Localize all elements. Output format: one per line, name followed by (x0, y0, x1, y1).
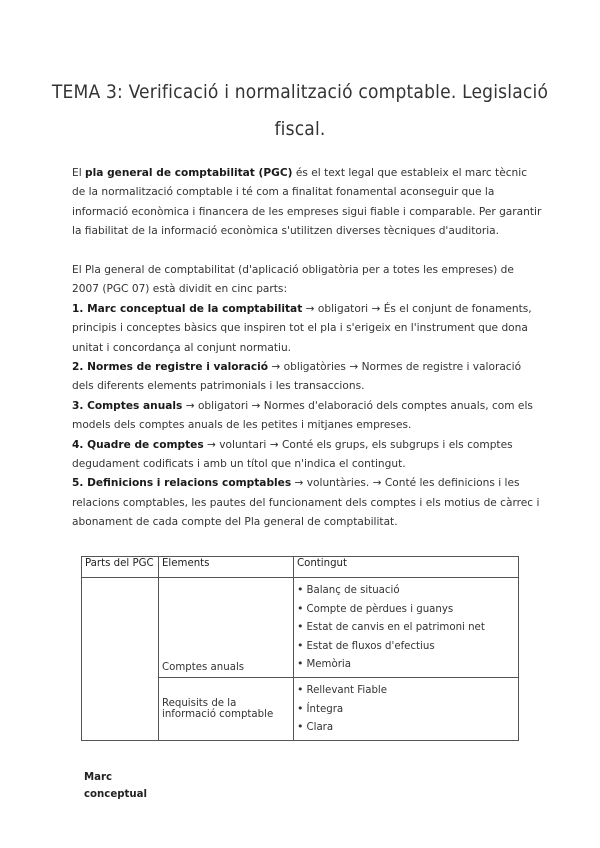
pla-item-5 (72, 474, 542, 532)
pla-item-title: 3. Comptes anuals (72, 399, 183, 412)
pla-section (72, 261, 542, 533)
pla-item-text: → obligatori → És el conjunt de fonaments, principis i conceptes bàsics que inspiren tot el pla i s'erigeix en l'instrument que dona unitat i concordança al conjunt normatiu. (72, 302, 532, 354)
intro-post: és el text legal que estableix el marc tècnic de la normalització comptable i té com a finalitat fonamental aconseguir que la informació econòmica i financera de les empreses sigui fiable i comparable. Per garantir la fiabilitat de la informació econòmica s'utilitzen diverses tècniques d'auditoria. (72, 167, 542, 238)
table-header-row (82, 557, 519, 578)
element-cell: Comptes anuals (159, 578, 294, 678)
list-item: • Memòria (297, 655, 515, 674)
intro-pre: El (72, 167, 86, 179)
pla-item-text: → obligatòries → Normes de registre i valoració dels diferents elements patrimonials i les transaccions. (72, 361, 522, 393)
page-title (40, 74, 560, 148)
pla-item-title: 2. Normes de registre i valoració (72, 361, 269, 374)
intro-bold-term: pla general de comptabilitat (PGC) (85, 167, 293, 179)
footer-label-line-2: conceptual (84, 789, 148, 800)
header-parts: Parts del PGC (82, 557, 159, 578)
pla-item-text: → voluntari → Conté els grups, els subgrups i els comptes degudament codificats i amb un títol que n'indica el contingut. (72, 438, 513, 471)
table-row (82, 578, 519, 678)
list-item: • Clara (297, 718, 515, 737)
pla-item-text: → voluntàries. → Conté les definicions i les relacions comptables, les pautes del funcionament dels comptes i els motius de càrrec i abonament de cada compte del Pla general de comptabilitat. (72, 477, 540, 529)
list-item: • Estat de fluxos d'efectius (297, 637, 515, 656)
pla-item-text: → obligatori → Normes d'elaboració dels comptes anuals, com els models dels comptes anuals de les petites i mitjanes empreses. (72, 399, 533, 432)
content-list (297, 679, 515, 739)
list-item: • Íntegra (297, 700, 515, 719)
marc-conceptual-label (84, 769, 164, 803)
list-item: • Estat de canvis en el patrimoni net (297, 618, 515, 637)
pla-intro: El Pla general de comptabilitat (d'aplicació obligatòria per a totes les empreses) de 2007 (PGC 07) està dividit en cinc parts: (72, 264, 514, 296)
list-item: • Balanç de situació (297, 581, 515, 600)
pla-item-3 (72, 397, 542, 436)
pla-item-4 (72, 436, 542, 475)
pla-item-title: 4. Quadre de comptes (72, 438, 204, 451)
list-item: • Rellevant Fiable (297, 681, 515, 700)
header-elements: Elements (159, 557, 294, 578)
content-list (297, 579, 515, 676)
pla-item-1 (72, 300, 542, 358)
intro-paragraph (72, 164, 542, 242)
title-line-2: fiscal. (274, 118, 326, 140)
pla-item-2 (72, 358, 542, 397)
pgc-table (81, 556, 519, 741)
list-item: • Compte de pèrdues i guanys (297, 600, 515, 619)
content-cell (294, 677, 519, 740)
header-content: Contingut (294, 557, 519, 578)
title-line-1: TEMA 3: Verificació i normalització comptable. Legislació (51, 81, 549, 103)
pla-item-title: 5. Definicions i relacions comptables (72, 477, 292, 490)
footer-label-line-1: Marc (84, 772, 113, 783)
content-cell (294, 578, 519, 678)
pla-item-title: 1. Marc conceptual de la comptabilitat (72, 302, 303, 315)
parts-cell (82, 578, 159, 741)
element-cell: Requisits de la informació comptable (159, 677, 294, 740)
